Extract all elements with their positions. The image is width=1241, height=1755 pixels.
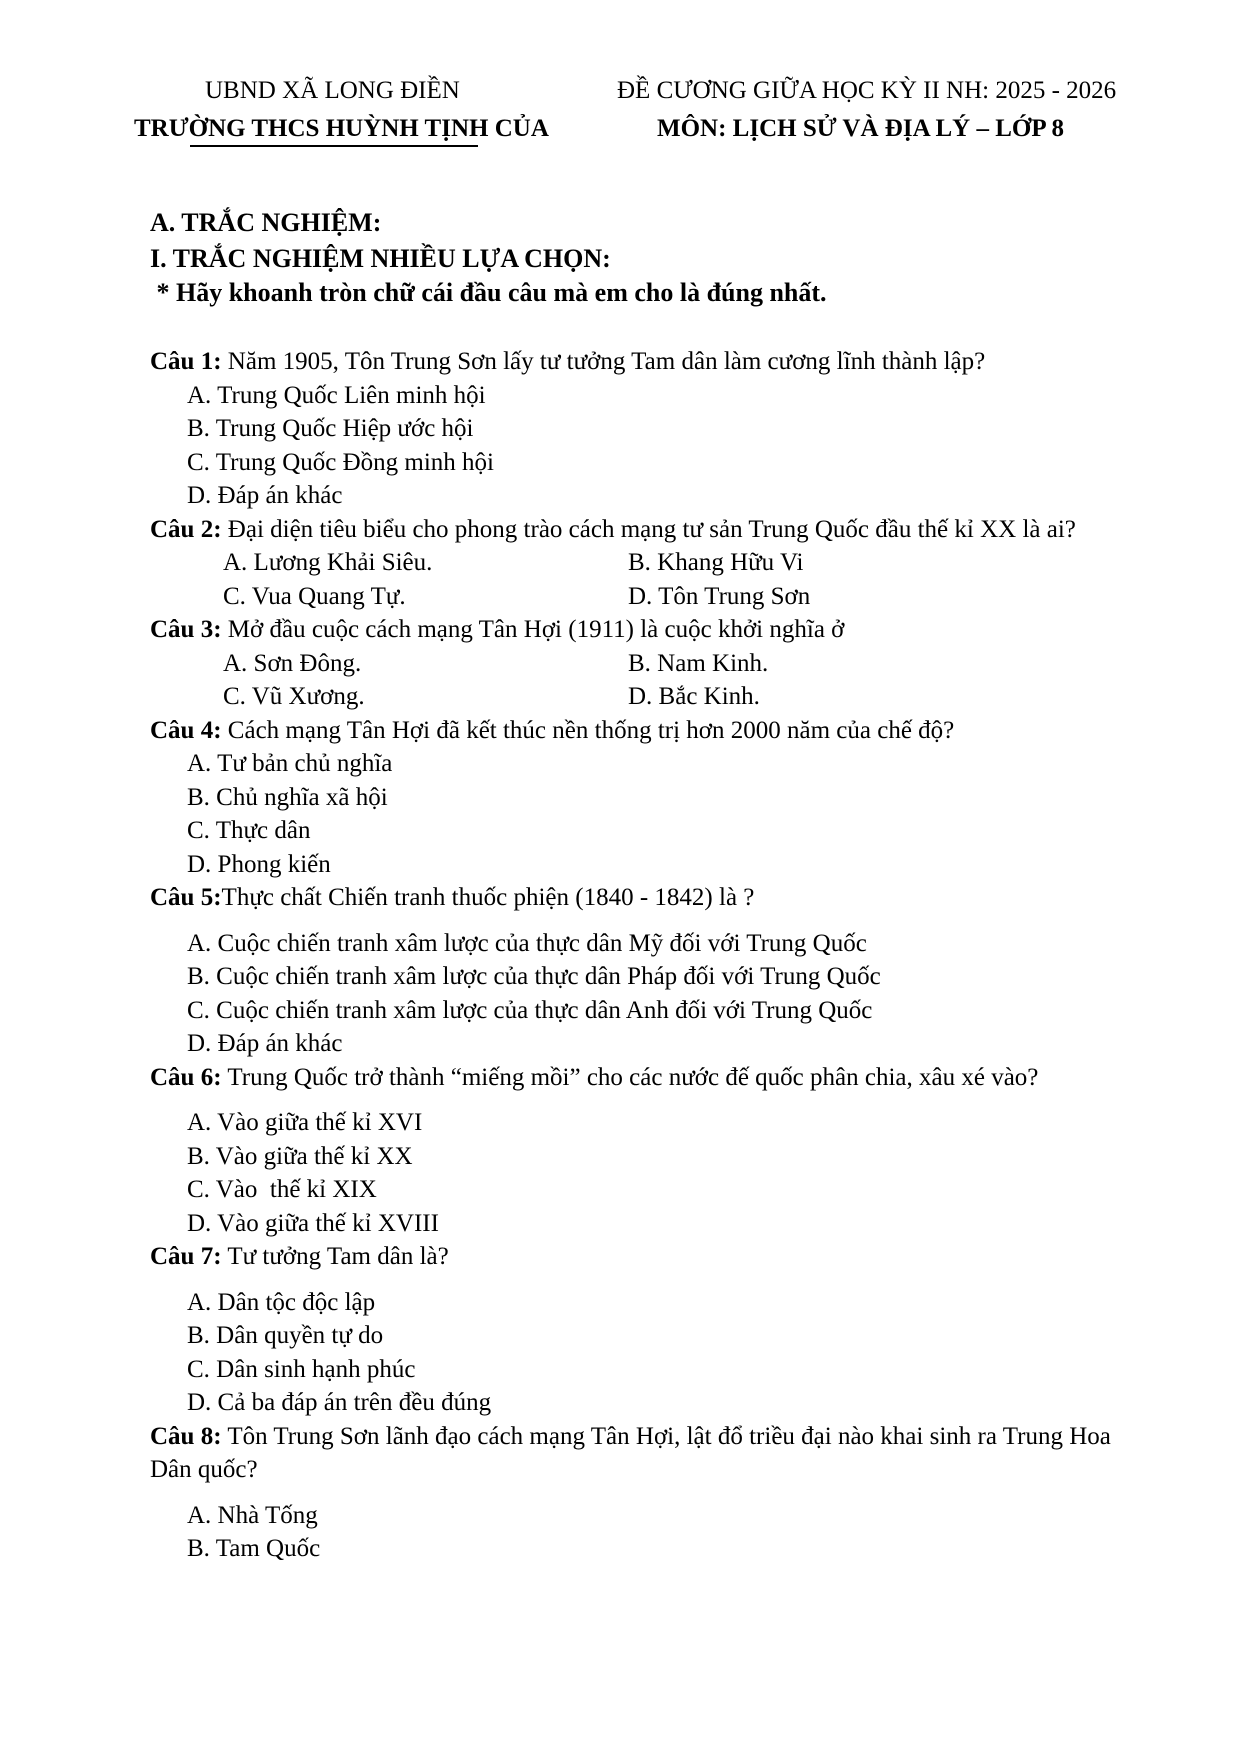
question-label: Câu 7: <box>150 1243 222 1270</box>
options <box>150 927 1140 1061</box>
question-4 <box>150 714 1140 882</box>
option-c[interactable]: C. Vua Quang Tự. <box>223 582 406 610</box>
option-b[interactable]: B. Nam Kinh. <box>628 649 769 677</box>
spacer <box>150 1487 1140 1499</box>
option-b[interactable]: B. Khang Hữu Vi <box>628 549 804 576</box>
option-b[interactable]: B. Trung Quốc Hiệp ước hội <box>187 415 474 442</box>
question-7 <box>150 1240 1140 1420</box>
option-c[interactable]: C. Cuộc chiến tranh xâm lược của thực dân Anh đối với Trung Quốc <box>187 996 873 1024</box>
option-c[interactable]: C. Trung Quốc Đồng minh hội <box>187 448 494 476</box>
question-1 <box>150 345 1140 513</box>
question-stem <box>150 345 1140 379</box>
section-a-title: A. TRẮC NGHIỆM: <box>150 208 382 237</box>
question-text: Đại diện tiêu biểu cho phong trào cách mạng tư sản Trung Quốc đầu thế kỉ XX là ai? <box>221 515 1076 543</box>
options <box>150 546 1140 613</box>
question-stem <box>150 714 1140 748</box>
question-stem <box>150 1240 1140 1274</box>
options <box>150 1499 1140 1566</box>
options <box>150 1286 1140 1420</box>
spacer <box>150 1094 1140 1106</box>
option-c[interactable]: C. Dân sinh hạnh phúc <box>187 1355 416 1383</box>
question-stem <box>150 881 1140 915</box>
option-a[interactable]: A. Nhà Tống <box>187 1501 318 1529</box>
question-text: Mở đầu cuộc cách mạng Tân Hợi (1911) là cuộc khởi nghĩa ở <box>221 616 845 643</box>
options <box>150 1106 1140 1240</box>
question-8 <box>150 1420 1140 1566</box>
header-school-underline <box>190 145 478 147</box>
option-a[interactable]: A. Sơn Đông. <box>223 649 362 677</box>
question-label: Câu 2: <box>150 515 222 543</box>
option-b[interactable]: B. Vào giữa thế kỉ XX <box>187 1142 413 1170</box>
option-a[interactable]: A. Lương Khải Siêu. <box>223 549 433 576</box>
spacer <box>150 1274 1140 1286</box>
question-label: Câu 5: <box>150 884 222 911</box>
question-5 <box>150 881 1140 1061</box>
question-text: Tư tưởng Tam dân là? <box>221 1243 449 1270</box>
spacer <box>150 915 1140 927</box>
question-stem <box>150 613 1140 647</box>
option-d[interactable]: D. Bắc Kinh. <box>628 683 760 710</box>
options <box>150 747 1140 881</box>
section-i-title: I. TRẮC NGHIỆM NHIỀU LỰA CHỌN: <box>150 244 611 273</box>
option-a[interactable]: A. Trung Quốc Liên minh hội <box>187 381 486 409</box>
question-label: Câu 1: <box>150 348 222 375</box>
option-d[interactable]: D. Cả ba đáp án trên đều đúng <box>187 1389 492 1416</box>
question-stem <box>150 1061 1125 1095</box>
question-2 <box>150 513 1140 614</box>
option-c[interactable]: C. Vào thế kỉ XIX <box>187 1176 377 1203</box>
option-b[interactable]: B. Cuộc chiến tranh xâm lược của thực dân Pháp đối với Trung Quốc <box>187 963 881 990</box>
question-text: Thực chất Chiến tranh thuốc phiện (1840 - 1842) là ? <box>221 884 755 911</box>
option-d[interactable]: D. Tôn Trung Sơn <box>628 582 811 610</box>
options <box>150 647 1140 714</box>
question-list <box>150 345 1140 1566</box>
option-a[interactable]: A. Vào giữa thế kỉ XVI <box>187 1109 423 1136</box>
option-b[interactable]: B. Chủ nghĩa xã hội <box>187 783 388 811</box>
question-3 <box>150 613 1140 714</box>
option-d[interactable]: D. Đáp án khác <box>187 1030 343 1057</box>
header-exam-title: ĐỀ CƯƠNG GIỮA HỌC KỲ II NH: 2025 - 2026 <box>617 77 1117 104</box>
question-text: Trung Quốc trở thành “miếng mồi” cho các nước đế quốc phân chia, xâu xé vào? <box>221 1063 1039 1091</box>
option-d[interactable]: D. Vào giữa thế kỉ XVIII <box>187 1209 439 1237</box>
option-a[interactable]: A. Dân tộc độc lập <box>187 1288 376 1316</box>
option-d[interactable]: D. Đáp án khác <box>187 482 343 509</box>
option-b[interactable]: B. Dân quyền tự do <box>187 1322 384 1349</box>
question-label: Câu 4: <box>150 716 222 744</box>
question-text: Tôn Trung Sơn lãnh đạo cách mạng Tân Hợi, lật đổ triều đại nào khai sinh ra Trung Hoa Dân quốc? <box>150 1422 1111 1483</box>
options <box>150 379 1140 513</box>
question-label: Câu 3: <box>150 616 222 643</box>
option-a[interactable]: A. Tư bản chủ nghĩa <box>187 750 393 777</box>
question-stem <box>150 513 1125 547</box>
option-a[interactable]: A. Cuộc chiến tranh xâm lược của thực dân Mỹ đối với Trung Quốc <box>187 929 867 957</box>
option-c[interactable]: C. Vũ Xương. <box>223 683 365 710</box>
question-stem <box>150 1420 1125 1487</box>
header-district: UBND XÃ LONG ĐIỀN <box>205 77 460 104</box>
header-subject: MÔN: LỊCH SỬ VÀ ĐỊA LÝ – LỚP 8 <box>657 115 1064 142</box>
option-c[interactable]: C. Thực dân <box>187 817 311 844</box>
instruction: * Hãy khoanh tròn chữ cái đầu câu mà em cho là đúng nhất. <box>150 278 827 307</box>
question-text: Năm 1905, Tôn Trung Sơn lấy tư tưởng Tam dân làm cương lĩnh thành lập? <box>221 348 986 375</box>
question-label: Câu 6: <box>150 1063 222 1091</box>
header-school: TRƯỜNG THCS HUỲNH TỊNH CỦA <box>134 115 549 142</box>
option-d[interactable]: D. Phong kiến <box>187 850 331 878</box>
question-6 <box>150 1061 1140 1241</box>
option-b[interactable]: B. Tam Quốc <box>187 1535 321 1562</box>
question-text: Cách mạng Tân Hợi đã kết thúc nền thống trị hơn 2000 năm của chế độ? <box>221 716 955 744</box>
question-label: Câu 8: <box>150 1422 222 1450</box>
